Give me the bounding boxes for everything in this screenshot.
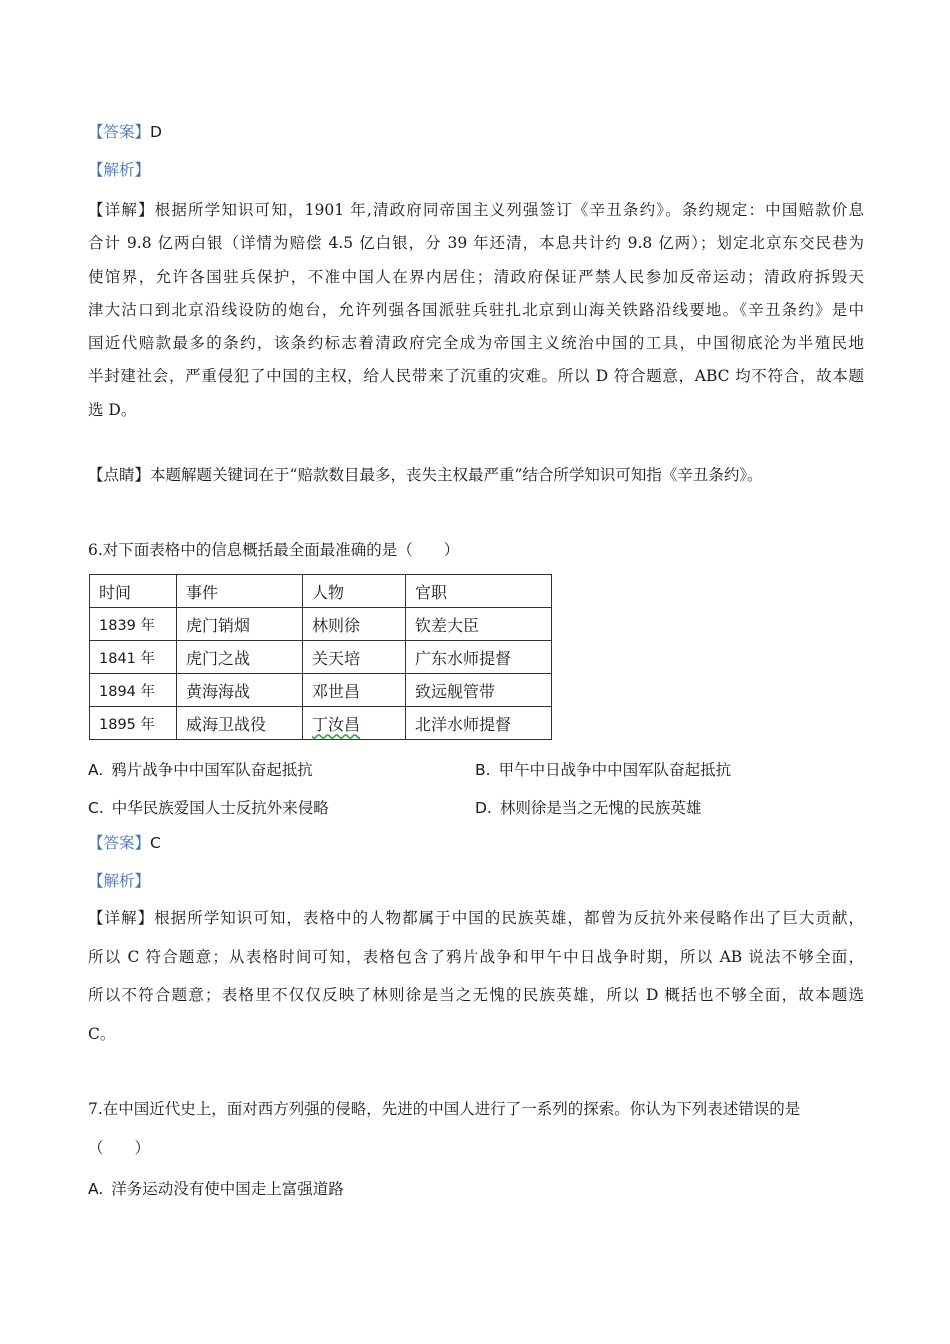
detail-line: C。	[88, 1024, 116, 1043]
detail-line: 国近代赔款最多的条约，该条约标志着清政府完全成为帝国主义统治中国的工具，中国彻底沦为半殖民地	[88, 334, 864, 353]
table-header-cell: 事件	[177, 575, 303, 608]
table-row	[90, 641, 552, 674]
analysis-label: 【解析】	[88, 161, 151, 179]
q7-option-a: A. 洋务运动没有使中国走上富强道路	[88, 1180, 344, 1198]
table-cell: 林则徐	[303, 608, 406, 641]
table-cell: 1895 年	[90, 707, 177, 740]
detail-line: 津大沽口到北京沿线设防的炮台，允许列强各国派驻兵驻扎北京到山海关铁路沿线要地。《辛丑条约》是中	[88, 300, 864, 319]
table-row	[90, 674, 552, 707]
q5-analysis-heading	[88, 160, 150, 180]
table-header-cell: 官职	[406, 575, 552, 608]
detail-line: 合计 9.8 亿两白银（详情为赔偿 4.5 亿白银，分 39 年还清，本息共计约 9.8 亿两）；划定北京东交民巷为	[88, 234, 864, 253]
analysis-label: 【解析】	[88, 872, 151, 890]
q6-question: 6.对下面表格中的信息概括最全面最准确的是（ ）	[88, 541, 460, 559]
comment-text: 本题解题关键词在于“赔款数目最多，丧失主权最严重”结合所学知识可知指《辛丑条约》。	[150, 466, 763, 484]
table-cell: 虎门之战	[177, 641, 303, 674]
answer-value: D	[150, 123, 162, 141]
table-cell: 邓世昌	[303, 674, 406, 707]
table-row	[90, 608, 552, 641]
q7-question-line-1: 7.在中国近代史上，面对西方列强的侵略，先进的中国人进行了一系列的探索。你认为下列表述错误的是	[88, 1100, 801, 1118]
table-cell: 关天培	[303, 641, 406, 674]
table-header-cell: 人物	[303, 575, 406, 608]
table-header-row	[90, 575, 552, 608]
comment-label: 【点睛】	[88, 466, 151, 484]
q6-detail-paragraph	[88, 908, 864, 1062]
table-cell: 钦差大臣	[406, 608, 552, 641]
q6-option-b: B. 甲午中日战争中中国军队奋起抵抗	[475, 761, 732, 779]
q6-analysis-heading	[88, 871, 150, 891]
table-cell: 1894 年	[90, 674, 177, 707]
q5-detail-paragraph	[88, 200, 864, 433]
table-cell: 1839 年	[90, 608, 177, 641]
table-cell: 黄海海战	[177, 674, 303, 707]
q5-comment	[88, 465, 763, 485]
table-cell: 虎门销烟	[177, 608, 303, 641]
q5-answer	[88, 122, 162, 142]
detail-line: 【详解】根据所学知识可知，1901 年,清政府同帝国主义列强签订《辛丑条约》。条约规定：中国赔款价息	[88, 201, 864, 219]
table-cell-text: 丁汝昌	[312, 714, 361, 734]
q7-question-line-2: （ ）	[88, 1139, 151, 1157]
table-cell: 北洋水师提督	[406, 707, 552, 740]
answer-label: 【答案】	[88, 123, 151, 141]
q6-option-d: D. 林则徐是当之无愧的民族英雄	[475, 799, 702, 817]
answer-label: 【答案】	[88, 834, 151, 852]
q6-info-table	[89, 574, 552, 740]
detail-line: 【详解】根据所学知识可知，表格中的人物都属于中国的民族英雄，都曾为反抗外来侵略作出了巨大贡献，	[88, 909, 864, 927]
detail-label: 【详解】	[88, 909, 155, 927]
q6-answer	[88, 833, 161, 853]
q6-option-c: C. 中华民族爱国人士反抗外来侵略	[88, 799, 329, 817]
detail-line: 半封建社会，严重侵犯了中国的主权，给人民带来了沉重的灾难。所以 D 符合题意，ABC 均不符合，故本题	[88, 367, 864, 386]
answer-value: C	[150, 834, 161, 852]
table-cell	[303, 707, 406, 740]
table-cell: 致远舰管带	[406, 674, 552, 707]
detail-label: 【详解】	[88, 201, 155, 219]
table-cell: 广东水师提督	[406, 641, 552, 674]
table-cell: 1841 年	[90, 641, 177, 674]
detail-line: 所以不符合题意；表格里不仅仅反映了林则徐是当之无愧的民族英雄，所以 D 概括也不够全面，故本题选	[88, 986, 864, 1004]
detail-line: 所以 C 符合题意；从表格时间可知，表格包含了鸦片战争和甲午中日战争时期，所以 AB 说法不够全面，	[88, 947, 864, 966]
table-header-cell: 时间	[90, 575, 177, 608]
q6-option-a: A. 鸦片战争中中国军队奋起抵抗	[88, 761, 313, 779]
table-row	[90, 707, 552, 740]
detail-line: 选 D。	[88, 400, 137, 419]
table-cell: 威海卫战役	[177, 707, 303, 740]
detail-line: 使馆界，允许各国驻兵保护，不准中国人在界内居住；清政府保证严禁人民参加反帝运动；清政府拆毁天	[88, 267, 864, 286]
